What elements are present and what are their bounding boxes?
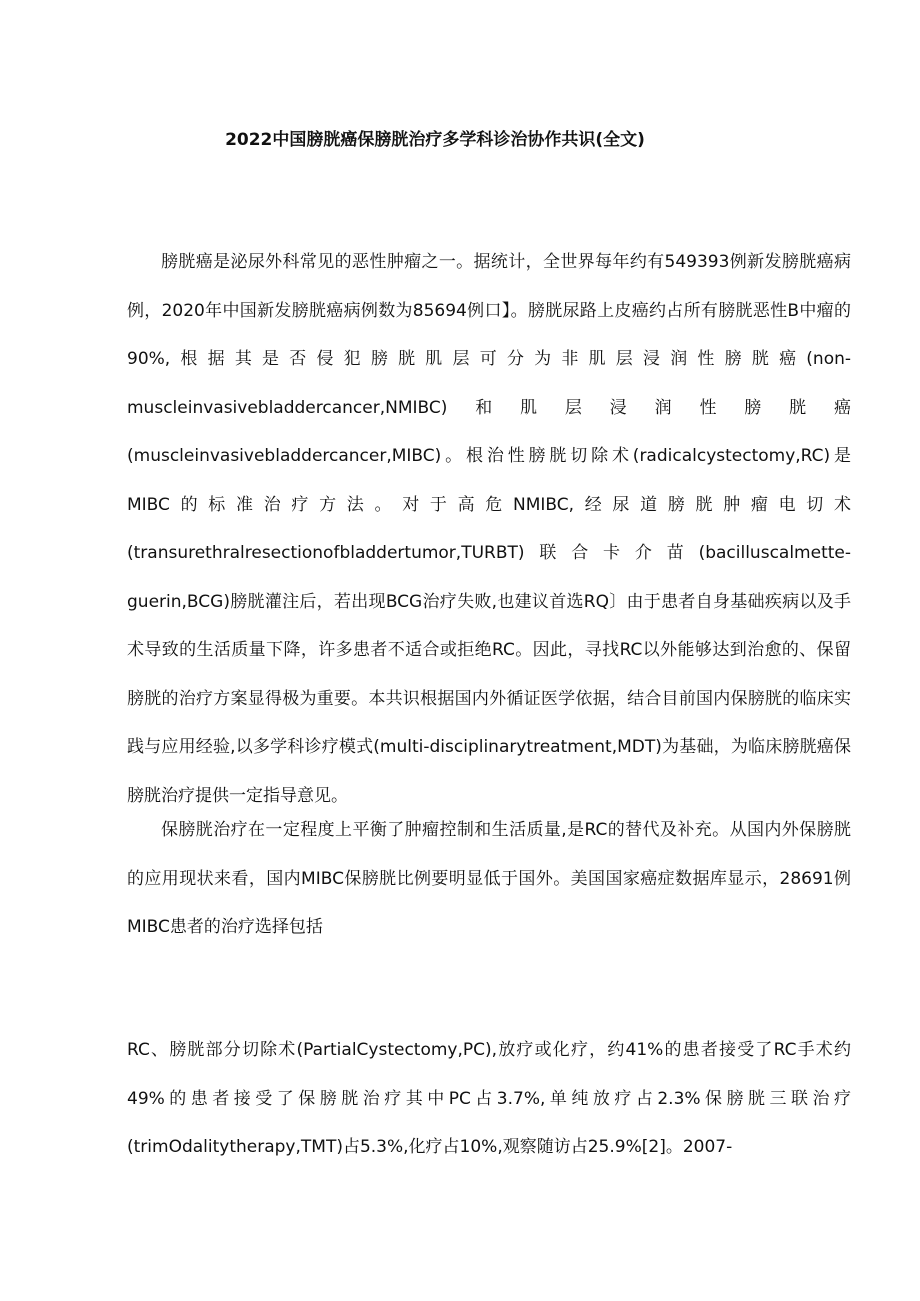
document-title: 2022中国膀胱癌保膀胱治疗多学科诊治协作共识(全文) <box>225 130 645 150</box>
paragraph-intro: 膀胱癌是泌尿外科常见的恶性肿瘤之一。据统计，全世界每年约有549393例新发膀胱癌病例，2020年中国新发膀胱癌病例数为85694例口】。膀胱尿路上皮癌约占所有膀胱恶性B中瘤的90%,根据其是否侵犯膀胱肌层可分为非肌层浸润性膀胱癌(non-muscleinvasivebladdercancer,NMIBC)和肌层浸润性膀胱癌(muscleinvasivebladdercancer,MIBC)。根治性膀胱切除术(radicalcystectomy,RC)是MIBC的标准治疗方法。对于高危NMIBC,经尿道膀胱肿瘤电切术(transurethralresectionofbladdertumor,TURBT)联合卡介苗(bacilluscalmette-guerin,BCG)膀胱灌注后，若出现BCG治疗失败,也建议首选RQ〕由于患者自身基础疾病以及手术导致的生活质量下降，许多患者不适合或拒绝RC。因此，寻找RC以外能够达到治愈的、保留膀胱的治疗方案显得极为重要。本共识根据国内外循证医学依据，结合目前国内保膀胱的临床实践与应用经验,以多学科诊疗模式(multi-disciplinarytreatment,MDT)为基础，为临床膀胱癌保膀胱治疗提供一定指导意见。 <box>127 252 851 806</box>
paragraph-statistics: RC、膀胱部分切除术(PartialCystectomy,PC),放疗或化疗，约41%的患者接受了RC手术约49%的患者接受了保膀胱治疗其中PC占3.7%,单纯放疗占2.3%保膀胱三联治疗(trimOdalitytherapy,TMT)占5.3%,化疗占10%,观察随访占25.9%[2]。2007- <box>127 1040 851 1157</box>
paragraph-status: 保膀胱治疗在一定程度上平衡了肿瘤控制和生活质量,是RC的替代及补充。从国内外保膀胱的应用现状来看，国内MIBC保膀胱比例要明显低于国外。美国国家癌症数据库显示，28691例MIBC患者的治疗选择包括 <box>127 820 851 937</box>
